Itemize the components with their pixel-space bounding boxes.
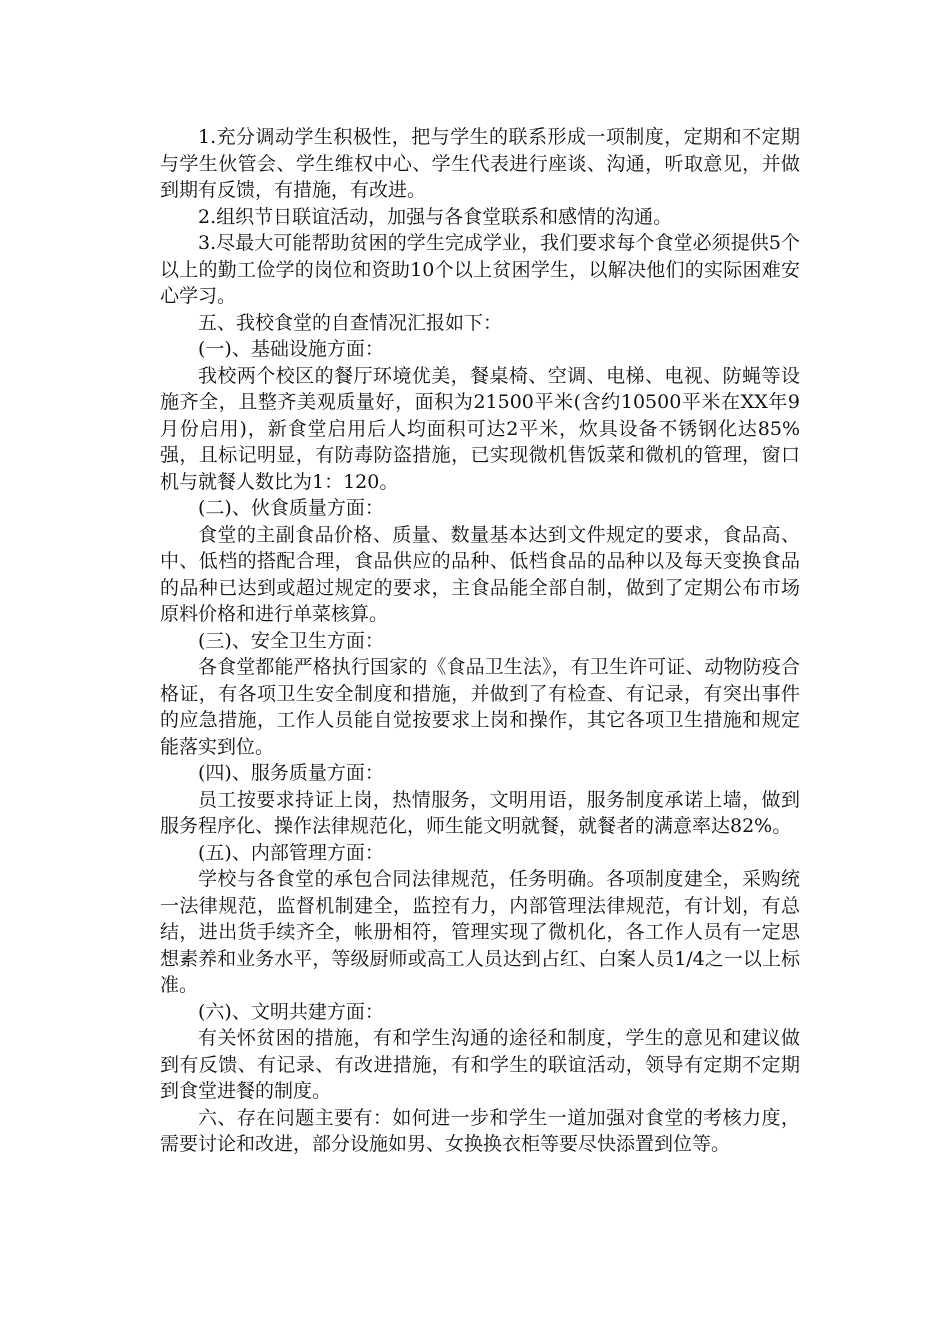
document-body (160, 124, 800, 1158)
subheading-civility: (六)、文明共建方面： (198, 1000, 384, 1023)
subheading-food-quality: (二)、伙食质量方面： (198, 497, 384, 519)
subheading-service-quality: (四)、服务质量方面： (198, 762, 384, 784)
paragraph-infrastructure: 我校两个校区的餐厅环境优美，餐桌椅、空调、电梯、电视、防蝇等设施齐全，且整齐美观质量好，面积为21500平米(含约10500平米在XX年9月份启用)，新食堂启用后人均面积可达2平米，炊具设备不锈钢化达85%强，且标记明显，有防毒防盗措施，已实现微机售饭菜和微机的管理，窗口机与就餐人数比为1：120。 (160, 364, 800, 493)
subheading-safety-hygiene: (三)、安全卫生方面： (198, 629, 384, 652)
paragraph-student-contact: 1.充分调动学生积极性，把与学生的联系形成一项制度，定期和不定期与学生伙管会、学生维权中心、学生代表进行座谈、沟通，听取意见，并做到期有反馈，有措施，有改进。 (160, 126, 800, 201)
paragraph-civility: 有关怀贫困的措施，有和学生沟通的途径和制度，学生的意见和建议做到有反馈、有记录、有改进措施，有和学生的联谊活动，领导有定期不定期到食堂进餐的制度。 (160, 1027, 800, 1102)
paragraph-poor-student-aid: 3.尽最大可能帮助贫困的学生完成学业，我们要求每个食堂必须提供5个以上的勤工俭学的岗位和资助10个以上贫困学生，以解决他们的实际困难安心学习。 (160, 232, 800, 307)
paragraph-festival-activities: 2.组织节日联谊活动，加强与各食堂联系和感情的沟通。 (198, 205, 673, 228)
paragraph-internal-management: 学校与各食堂的承包合同法律规范，任务明确。各项制度建全，采购统一法律规范，监督机制建全，监控有力，内部管理法律规范，有计划，有总结，进出货手续齐全，帐册相符，管理实现了微机化，各工作人员有一定思想素养和业务水平，等级厨师或高工人员达到占红、白案人员1/4之一以上标准。 (160, 868, 800, 996)
paragraph-safety-hygiene: 各食堂都能严格执行国家的《食品卫生法》，有卫生许可证、动物防疫合格证，有各项卫生安全制度和措施，并做到了有检查、有记录，有突出事件的应急措施，工作人员能自觉按要求上岗和操作，其它各项卫生措施和规定能落实到位。 (160, 656, 800, 758)
section-heading-self-inspection: 五、我校食堂的自查情况汇报如下： (198, 311, 503, 334)
paragraph-existing-problems: 六、存在问题主要有：如何进一步和学生一道加强对食堂的考核力度，需要讨论和改进，部分设施如男、女换换衣柜等要尽快添置到位等。 (160, 1106, 800, 1155)
paragraph-service-quality: 员工按要求持证上岗，热情服务，文明用语，服务制度承诺上墙，做到服务程序化、操作法律规范化，师生能文明就餐，就餐者的满意率达82%。 (160, 788, 800, 837)
subheading-infrastructure: (一)、基础设施方面： (198, 338, 384, 360)
paragraph-food-quality: 食堂的主副食品价格、质量、数量基本达到文件规定的要求，食品高、中、低档的搭配合理，食品供应的品种、低档食品的品种以及每天变换食品的品种已达到或超过规定的要求，主食品能全部自制，做到了定期公布市场原料价格和进行单菜核算。 (160, 523, 800, 625)
subheading-internal-management: (五)、内部管理方面： (198, 841, 384, 864)
